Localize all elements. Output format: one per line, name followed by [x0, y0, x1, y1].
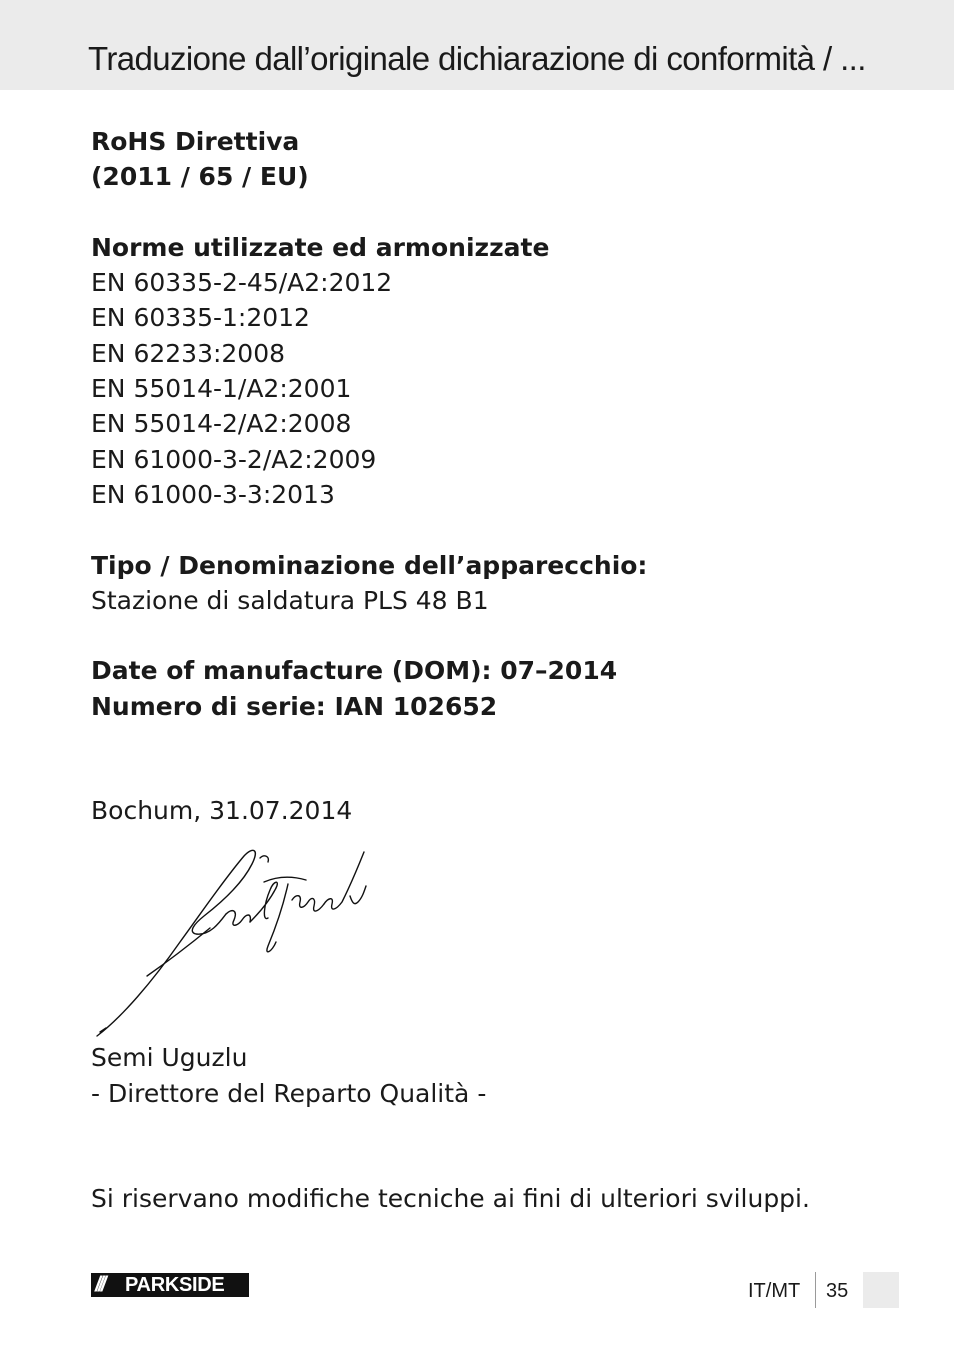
device-name: Stazione di saldatura PLS 48 B1 [91, 585, 489, 615]
footer-tab-box [863, 1272, 899, 1308]
footer-divider [815, 1272, 816, 1308]
footer-language: IT/MT [748, 1280, 801, 1302]
place-date: Bochum, 31.07.2014 [91, 796, 353, 825]
signer-name: Semi Uguzlu [91, 1043, 248, 1072]
signature-image [92, 842, 382, 1042]
norm-item: EN 60335-2-45/A2:2012 [91, 268, 393, 298]
norms-heading: Norme utilizzate ed armonizzate [91, 232, 550, 262]
page-number: 35 [826, 1280, 849, 1302]
norm-item: EN 55014-2/A2:2008 [91, 409, 352, 439]
brand-logo [91, 1273, 249, 1297]
signer-role: - Direttore del Reparto Qualità - [91, 1079, 487, 1108]
norm-item: EN 61000-3-2/A2:2009 [91, 444, 377, 474]
norm-item: EN 62233:2008 [91, 338, 286, 368]
manufacture-date: Date of manufacture (DOM): 07–2014 [91, 656, 618, 686]
page-title: Traduzione dall’originale dichiarazione di conformità / ... [88, 40, 866, 77]
norm-item: EN 55014-1/A2:2001 [91, 374, 352, 404]
spacer [91, 618, 891, 653]
spacer [91, 195, 891, 230]
declaration-content [91, 124, 891, 724]
norm-item: EN 61000-3-3:2013 [91, 479, 335, 509]
spacer [91, 512, 891, 547]
disclaimer-text: Si riservano modifiche tecniche ai fini di ulteriori sviluppi. [91, 1184, 810, 1213]
rohs-directive-number: (2011 / 65 / EU) [91, 162, 309, 192]
rohs-directive-line: RoHS Direttiva [91, 127, 300, 156]
brand-slashes: /// [95, 1273, 104, 1296]
brand-name: PARKSIDE [125, 1274, 225, 1296]
device-heading: Tipo / Denominazione dell’apparecchio: [91, 550, 648, 580]
norm-item: EN 60335-1:2012 [91, 303, 310, 333]
serial-number: Numero di serie: IAN 102652 [91, 691, 498, 721]
